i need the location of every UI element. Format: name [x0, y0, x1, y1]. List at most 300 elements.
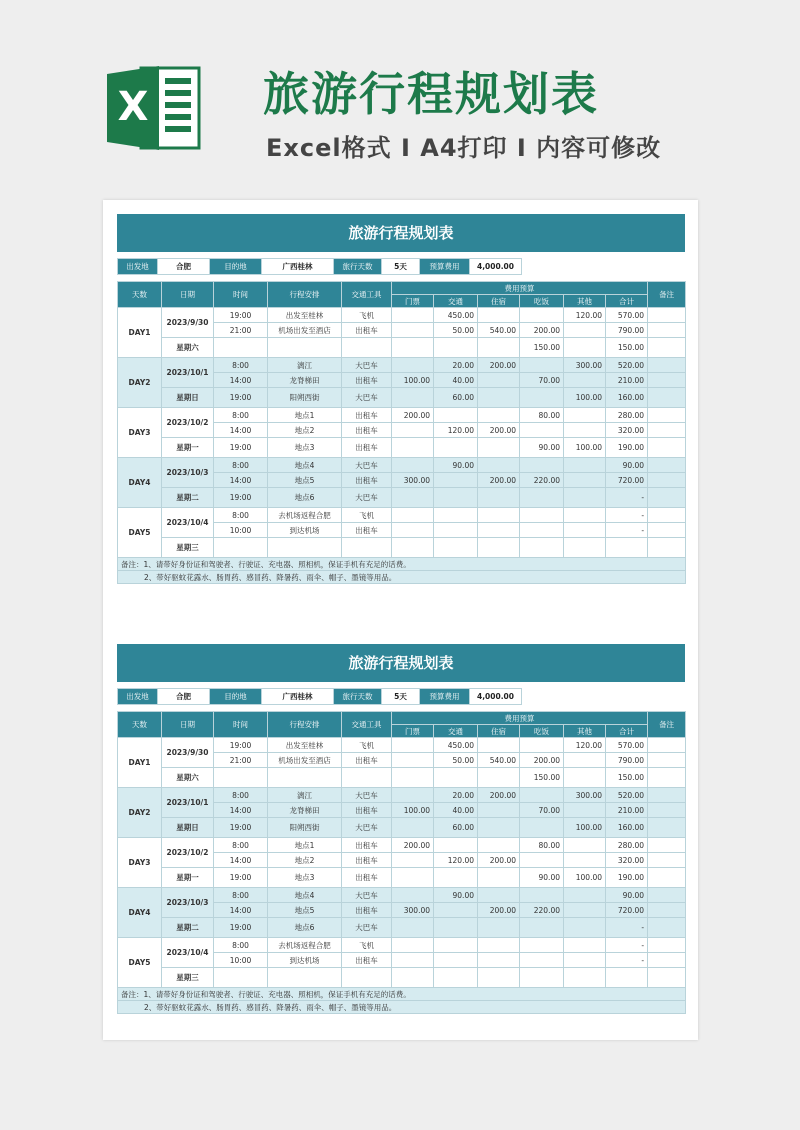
remark-cell[interactable]: [648, 838, 686, 853]
date-cell[interactable]: 2023/10/2: [162, 408, 214, 438]
weekday-cell[interactable]: 星期三: [162, 538, 214, 558]
remark-cell[interactable]: [648, 918, 686, 938]
time-cell[interactable]: [214, 768, 268, 788]
ticket-cell[interactable]: [392, 458, 434, 473]
plan-cell[interactable]: [268, 968, 342, 988]
hotel-cell[interactable]: 540.00: [478, 753, 520, 768]
other-cell[interactable]: [564, 853, 606, 868]
hotel-cell[interactable]: [478, 838, 520, 853]
transport-cell[interactable]: [342, 538, 392, 558]
hotel-cell[interactable]: [478, 818, 520, 838]
other-cell[interactable]: [564, 538, 606, 558]
traffic-cell[interactable]: 40.00: [434, 803, 478, 818]
weekday-cell[interactable]: 星期二: [162, 488, 214, 508]
traffic-cell[interactable]: [434, 538, 478, 558]
weekday-cell[interactable]: 星期一: [162, 868, 214, 888]
ticket-cell[interactable]: 100.00: [392, 803, 434, 818]
transport-cell[interactable]: 出租车: [342, 423, 392, 438]
transport-cell[interactable]: 飞机: [342, 308, 392, 323]
transport-cell[interactable]: 出租车: [342, 803, 392, 818]
other-cell[interactable]: [564, 838, 606, 853]
remark-cell[interactable]: [648, 338, 686, 358]
other-cell[interactable]: [564, 918, 606, 938]
remark-cell[interactable]: [648, 768, 686, 788]
total-cell[interactable]: 90.00: [606, 458, 648, 473]
plan-cell[interactable]: 去机场返程合肥: [268, 508, 342, 523]
total-cell[interactable]: 190.00: [606, 438, 648, 458]
remark-cell[interactable]: [648, 938, 686, 953]
traffic-cell[interactable]: [434, 938, 478, 953]
hotel-cell[interactable]: [478, 488, 520, 508]
time-cell[interactable]: 10:00: [214, 523, 268, 538]
time-cell[interactable]: 19:00: [214, 488, 268, 508]
traffic-cell[interactable]: 90.00: [434, 458, 478, 473]
remark-cell[interactable]: [648, 788, 686, 803]
time-cell[interactable]: 8:00: [214, 788, 268, 803]
traffic-cell[interactable]: [434, 408, 478, 423]
total-cell[interactable]: 280.00: [606, 838, 648, 853]
time-cell[interactable]: 14:00: [214, 473, 268, 488]
transport-cell[interactable]: 出租车: [342, 838, 392, 853]
total-cell[interactable]: -: [606, 508, 648, 523]
plan-cell[interactable]: 漓江: [268, 788, 342, 803]
time-cell[interactable]: [214, 338, 268, 358]
remark-cell[interactable]: [648, 523, 686, 538]
transport-cell[interactable]: 出租车: [342, 408, 392, 423]
traffic-cell[interactable]: 450.00: [434, 308, 478, 323]
meal-cell[interactable]: [520, 358, 564, 373]
other-cell[interactable]: 100.00: [564, 438, 606, 458]
transport-cell[interactable]: 出租车: [342, 473, 392, 488]
weekday-cell[interactable]: 星期二: [162, 918, 214, 938]
time-cell[interactable]: 14:00: [214, 423, 268, 438]
total-cell[interactable]: 190.00: [606, 868, 648, 888]
dest-value[interactable]: 广西桂林: [262, 259, 334, 275]
ticket-cell[interactable]: 300.00: [392, 903, 434, 918]
transport-cell[interactable]: 飞机: [342, 508, 392, 523]
total-cell[interactable]: [606, 538, 648, 558]
plan-cell[interactable]: 龙脊梯田: [268, 373, 342, 388]
meal-cell[interactable]: [520, 853, 564, 868]
plan-cell[interactable]: 机场出发至酒店: [268, 753, 342, 768]
ticket-cell[interactable]: [392, 358, 434, 373]
remark-cell[interactable]: [648, 818, 686, 838]
ticket-cell[interactable]: [392, 308, 434, 323]
time-cell[interactable]: 14:00: [214, 853, 268, 868]
time-cell[interactable]: 8:00: [214, 408, 268, 423]
total-cell[interactable]: 320.00: [606, 853, 648, 868]
meal-cell[interactable]: [520, 508, 564, 523]
time-cell[interactable]: 19:00: [214, 738, 268, 753]
ticket-cell[interactable]: [392, 423, 434, 438]
other-cell[interactable]: 300.00: [564, 358, 606, 373]
plan-cell[interactable]: 地点2: [268, 423, 342, 438]
transport-cell[interactable]: 出租车: [342, 753, 392, 768]
traffic-cell[interactable]: 60.00: [434, 818, 478, 838]
time-cell[interactable]: 14:00: [214, 903, 268, 918]
time-cell[interactable]: [214, 968, 268, 988]
hotel-cell[interactable]: [478, 408, 520, 423]
days-value[interactable]: 5天: [382, 689, 420, 705]
total-cell[interactable]: 570.00: [606, 738, 648, 753]
other-cell[interactable]: [564, 423, 606, 438]
total-cell[interactable]: 320.00: [606, 423, 648, 438]
remark-cell[interactable]: [648, 538, 686, 558]
remark-cell[interactable]: [648, 803, 686, 818]
remark-cell[interactable]: [648, 738, 686, 753]
meal-cell[interactable]: [520, 818, 564, 838]
other-cell[interactable]: [564, 968, 606, 988]
time-cell[interactable]: 19:00: [214, 818, 268, 838]
other-cell[interactable]: [564, 803, 606, 818]
hotel-cell[interactable]: [478, 968, 520, 988]
date-cell[interactable]: 2023/10/4: [162, 938, 214, 968]
traffic-cell[interactable]: [434, 968, 478, 988]
hotel-cell[interactable]: [478, 938, 520, 953]
plan-cell[interactable]: 地点2: [268, 853, 342, 868]
transport-cell[interactable]: 出租车: [342, 903, 392, 918]
other-cell[interactable]: [564, 888, 606, 903]
hotel-cell[interactable]: [478, 918, 520, 938]
ticket-cell[interactable]: [392, 868, 434, 888]
ticket-cell[interactable]: [392, 323, 434, 338]
transport-cell[interactable]: 出租车: [342, 373, 392, 388]
traffic-cell[interactable]: [434, 868, 478, 888]
total-cell[interactable]: -: [606, 938, 648, 953]
hotel-cell[interactable]: [478, 338, 520, 358]
meal-cell[interactable]: 220.00: [520, 473, 564, 488]
remark-cell[interactable]: [648, 853, 686, 868]
transport-cell[interactable]: 飞机: [342, 938, 392, 953]
traffic-cell[interactable]: 90.00: [434, 888, 478, 903]
meal-cell[interactable]: 150.00: [520, 768, 564, 788]
plan-cell[interactable]: 地点3: [268, 438, 342, 458]
other-cell[interactable]: 100.00: [564, 818, 606, 838]
hotel-cell[interactable]: [478, 523, 520, 538]
plan-cell[interactable]: 地点5: [268, 903, 342, 918]
hotel-cell[interactable]: [478, 538, 520, 558]
date-cell[interactable]: 2023/10/3: [162, 458, 214, 488]
budget-value[interactable]: 4,000.00: [470, 259, 522, 275]
time-cell[interactable]: 21:00: [214, 753, 268, 768]
remark-cell[interactable]: [648, 753, 686, 768]
budget-value[interactable]: 4,000.00: [470, 689, 522, 705]
meal-cell[interactable]: [520, 968, 564, 988]
ticket-cell[interactable]: [392, 953, 434, 968]
hotel-cell[interactable]: [478, 953, 520, 968]
ticket-cell[interactable]: 200.00: [392, 838, 434, 853]
hotel-cell[interactable]: [478, 458, 520, 473]
weekday-cell[interactable]: 星期六: [162, 768, 214, 788]
hotel-cell[interactable]: [478, 803, 520, 818]
ticket-cell[interactable]: [392, 738, 434, 753]
traffic-cell[interactable]: [434, 953, 478, 968]
meal-cell[interactable]: [520, 738, 564, 753]
meal-cell[interactable]: [520, 523, 564, 538]
plan-cell[interactable]: 地点3: [268, 868, 342, 888]
depart-value[interactable]: 合肥: [158, 689, 210, 705]
remark-cell[interactable]: [648, 473, 686, 488]
ticket-cell[interactable]: [392, 338, 434, 358]
hotel-cell[interactable]: 200.00: [478, 358, 520, 373]
transport-cell[interactable]: 出租车: [342, 438, 392, 458]
traffic-cell[interactable]: 50.00: [434, 323, 478, 338]
remark-cell[interactable]: [648, 953, 686, 968]
traffic-cell[interactable]: [434, 338, 478, 358]
date-cell[interactable]: 2023/10/1: [162, 358, 214, 388]
traffic-cell[interactable]: [434, 473, 478, 488]
remark-cell[interactable]: [648, 423, 686, 438]
depart-value[interactable]: 合肥: [158, 259, 210, 275]
plan-cell[interactable]: 到达机场: [268, 953, 342, 968]
transport-cell[interactable]: 大巴车: [342, 818, 392, 838]
hotel-cell[interactable]: [478, 738, 520, 753]
remark-cell[interactable]: [648, 438, 686, 458]
total-cell[interactable]: -: [606, 918, 648, 938]
other-cell[interactable]: [564, 953, 606, 968]
total-cell[interactable]: 90.00: [606, 888, 648, 903]
total-cell[interactable]: 150.00: [606, 338, 648, 358]
hotel-cell[interactable]: 200.00: [478, 473, 520, 488]
transport-cell[interactable]: 大巴车: [342, 488, 392, 508]
meal-cell[interactable]: 220.00: [520, 903, 564, 918]
traffic-cell[interactable]: [434, 768, 478, 788]
traffic-cell[interactable]: 40.00: [434, 373, 478, 388]
ticket-cell[interactable]: [392, 523, 434, 538]
meal-cell[interactable]: [520, 388, 564, 408]
remark-cell[interactable]: [648, 323, 686, 338]
transport-cell[interactable]: [342, 338, 392, 358]
remark-cell[interactable]: [648, 373, 686, 388]
plan-cell[interactable]: 阳朔西街: [268, 388, 342, 408]
plan-cell[interactable]: 阳朔西街: [268, 818, 342, 838]
traffic-cell[interactable]: 50.00: [434, 753, 478, 768]
total-cell[interactable]: 790.00: [606, 323, 648, 338]
total-cell[interactable]: 210.00: [606, 373, 648, 388]
total-cell[interactable]: [606, 968, 648, 988]
ticket-cell[interactable]: [392, 508, 434, 523]
other-cell[interactable]: [564, 373, 606, 388]
hotel-cell[interactable]: [478, 438, 520, 458]
other-cell[interactable]: [564, 323, 606, 338]
meal-cell[interactable]: [520, 788, 564, 803]
other-cell[interactable]: [564, 508, 606, 523]
meal-cell[interactable]: 70.00: [520, 803, 564, 818]
time-cell[interactable]: 19:00: [214, 918, 268, 938]
transport-cell[interactable]: 出租车: [342, 853, 392, 868]
transport-cell[interactable]: 大巴车: [342, 458, 392, 473]
other-cell[interactable]: [564, 458, 606, 473]
time-cell[interactable]: 19:00: [214, 388, 268, 408]
other-cell[interactable]: [564, 938, 606, 953]
ticket-cell[interactable]: 200.00: [392, 408, 434, 423]
meal-cell[interactable]: 150.00: [520, 338, 564, 358]
other-cell[interactable]: [564, 473, 606, 488]
total-cell[interactable]: 280.00: [606, 408, 648, 423]
remark-cell[interactable]: [648, 458, 686, 473]
other-cell[interactable]: 120.00: [564, 738, 606, 753]
ticket-cell[interactable]: [392, 918, 434, 938]
ticket-cell[interactable]: [392, 488, 434, 508]
hotel-cell[interactable]: 540.00: [478, 323, 520, 338]
traffic-cell[interactable]: 20.00: [434, 788, 478, 803]
meal-cell[interactable]: 80.00: [520, 408, 564, 423]
meal-cell[interactable]: [520, 308, 564, 323]
traffic-cell[interactable]: 120.00: [434, 423, 478, 438]
traffic-cell[interactable]: [434, 488, 478, 508]
date-cell[interactable]: 2023/10/4: [162, 508, 214, 538]
weekday-cell[interactable]: 星期日: [162, 388, 214, 408]
transport-cell[interactable]: [342, 768, 392, 788]
hotel-cell[interactable]: [478, 508, 520, 523]
meal-cell[interactable]: [520, 488, 564, 508]
time-cell[interactable]: 19:00: [214, 308, 268, 323]
plan-cell[interactable]: 龙脊梯田: [268, 803, 342, 818]
other-cell[interactable]: [564, 523, 606, 538]
date-cell[interactable]: 2023/10/1: [162, 788, 214, 818]
ticket-cell[interactable]: 100.00: [392, 373, 434, 388]
total-cell[interactable]: 790.00: [606, 753, 648, 768]
other-cell[interactable]: [564, 753, 606, 768]
weekday-cell[interactable]: 星期一: [162, 438, 214, 458]
transport-cell[interactable]: 大巴车: [342, 388, 392, 408]
plan-cell[interactable]: 去机场返程合肥: [268, 938, 342, 953]
hotel-cell[interactable]: 200.00: [478, 903, 520, 918]
total-cell[interactable]: 160.00: [606, 388, 648, 408]
time-cell[interactable]: 14:00: [214, 803, 268, 818]
time-cell[interactable]: 19:00: [214, 868, 268, 888]
date-cell[interactable]: 2023/9/30: [162, 308, 214, 338]
other-cell[interactable]: [564, 338, 606, 358]
total-cell[interactable]: 160.00: [606, 818, 648, 838]
transport-cell[interactable]: [342, 968, 392, 988]
meal-cell[interactable]: 90.00: [520, 868, 564, 888]
meal-cell[interactable]: 200.00: [520, 323, 564, 338]
other-cell[interactable]: 120.00: [564, 308, 606, 323]
time-cell[interactable]: 21:00: [214, 323, 268, 338]
remark-cell[interactable]: [648, 358, 686, 373]
other-cell[interactable]: [564, 768, 606, 788]
remark-cell[interactable]: [648, 888, 686, 903]
remark-cell[interactable]: [648, 968, 686, 988]
meal-cell[interactable]: [520, 458, 564, 473]
time-cell[interactable]: 8:00: [214, 358, 268, 373]
plan-cell[interactable]: 机场出发至酒店: [268, 323, 342, 338]
hotel-cell[interactable]: [478, 373, 520, 388]
total-cell[interactable]: 150.00: [606, 768, 648, 788]
ticket-cell[interactable]: [392, 938, 434, 953]
hotel-cell[interactable]: [478, 888, 520, 903]
total-cell[interactable]: 520.00: [606, 788, 648, 803]
date-cell[interactable]: 2023/10/2: [162, 838, 214, 868]
ticket-cell[interactable]: [392, 438, 434, 458]
dest-value[interactable]: 广西桂林: [262, 689, 334, 705]
traffic-cell[interactable]: 20.00: [434, 358, 478, 373]
plan-cell[interactable]: 地点4: [268, 888, 342, 903]
plan-cell[interactable]: 地点6: [268, 918, 342, 938]
total-cell[interactable]: 520.00: [606, 358, 648, 373]
traffic-cell[interactable]: [434, 838, 478, 853]
ticket-cell[interactable]: [392, 788, 434, 803]
meal-cell[interactable]: [520, 918, 564, 938]
remark-cell[interactable]: [648, 388, 686, 408]
weekday-cell[interactable]: 星期日: [162, 818, 214, 838]
remark-cell[interactable]: [648, 868, 686, 888]
traffic-cell[interactable]: [434, 523, 478, 538]
meal-cell[interactable]: 200.00: [520, 753, 564, 768]
time-cell[interactable]: 8:00: [214, 458, 268, 473]
time-cell[interactable]: 19:00: [214, 438, 268, 458]
traffic-cell[interactable]: [434, 918, 478, 938]
plan-cell[interactable]: [268, 768, 342, 788]
traffic-cell[interactable]: 120.00: [434, 853, 478, 868]
other-cell[interactable]: [564, 903, 606, 918]
ticket-cell[interactable]: [392, 888, 434, 903]
transport-cell[interactable]: 大巴车: [342, 358, 392, 373]
date-cell[interactable]: 2023/9/30: [162, 738, 214, 768]
time-cell[interactable]: 14:00: [214, 373, 268, 388]
time-cell[interactable]: [214, 538, 268, 558]
meal-cell[interactable]: 80.00: [520, 838, 564, 853]
traffic-cell[interactable]: [434, 508, 478, 523]
ticket-cell[interactable]: [392, 388, 434, 408]
hotel-cell[interactable]: 200.00: [478, 423, 520, 438]
plan-cell[interactable]: 地点1: [268, 838, 342, 853]
plan-cell[interactable]: 地点1: [268, 408, 342, 423]
transport-cell[interactable]: 出租车: [342, 953, 392, 968]
transport-cell[interactable]: 飞机: [342, 738, 392, 753]
weekday-cell[interactable]: 星期六: [162, 338, 214, 358]
ticket-cell[interactable]: [392, 753, 434, 768]
meal-cell[interactable]: [520, 423, 564, 438]
meal-cell[interactable]: [520, 888, 564, 903]
hotel-cell[interactable]: [478, 388, 520, 408]
transport-cell[interactable]: 大巴车: [342, 888, 392, 903]
total-cell[interactable]: 720.00: [606, 903, 648, 918]
remark-cell[interactable]: [648, 508, 686, 523]
time-cell[interactable]: 10:00: [214, 953, 268, 968]
transport-cell[interactable]: 大巴车: [342, 788, 392, 803]
hotel-cell[interactable]: 200.00: [478, 853, 520, 868]
traffic-cell[interactable]: [434, 903, 478, 918]
plan-cell[interactable]: 出发至桂林: [268, 308, 342, 323]
total-cell[interactable]: -: [606, 523, 648, 538]
hotel-cell[interactable]: 200.00: [478, 788, 520, 803]
hotel-cell[interactable]: [478, 768, 520, 788]
time-cell[interactable]: 8:00: [214, 938, 268, 953]
transport-cell[interactable]: 出租车: [342, 523, 392, 538]
meal-cell[interactable]: 70.00: [520, 373, 564, 388]
remark-cell[interactable]: [648, 408, 686, 423]
total-cell[interactable]: 720.00: [606, 473, 648, 488]
other-cell[interactable]: 300.00: [564, 788, 606, 803]
total-cell[interactable]: -: [606, 953, 648, 968]
plan-cell[interactable]: 漓江: [268, 358, 342, 373]
days-value[interactable]: 5天: [382, 259, 420, 275]
remark-cell[interactable]: [648, 308, 686, 323]
transport-cell[interactable]: 出租车: [342, 323, 392, 338]
plan-cell[interactable]: [268, 538, 342, 558]
other-cell[interactable]: [564, 408, 606, 423]
time-cell[interactable]: 8:00: [214, 838, 268, 853]
other-cell[interactable]: 100.00: [564, 868, 606, 888]
ticket-cell[interactable]: [392, 538, 434, 558]
other-cell[interactable]: [564, 488, 606, 508]
total-cell[interactable]: 210.00: [606, 803, 648, 818]
transport-cell[interactable]: 出租车: [342, 868, 392, 888]
total-cell[interactable]: 570.00: [606, 308, 648, 323]
ticket-cell[interactable]: 300.00: [392, 473, 434, 488]
